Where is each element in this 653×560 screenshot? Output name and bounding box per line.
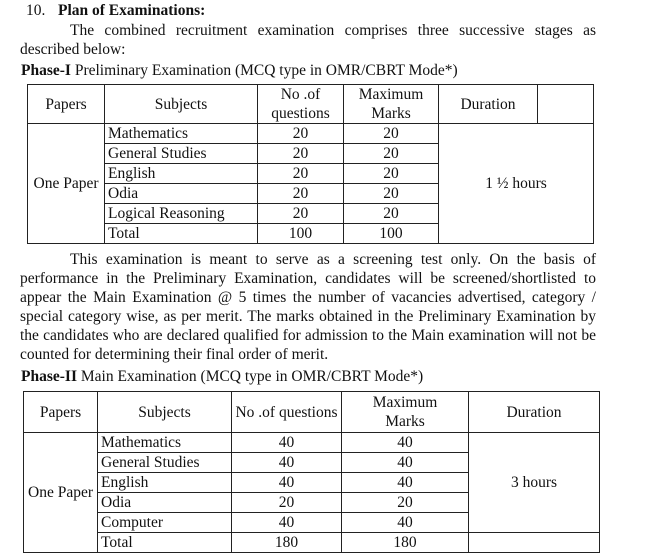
marks-cell: 40 bbox=[342, 433, 469, 453]
phase1-header-duration: Duration bbox=[439, 85, 538, 124]
phase1-header-subjects: Subjects bbox=[105, 85, 258, 124]
questions-cell: 40 bbox=[232, 473, 342, 493]
table-row bbox=[24, 433, 600, 453]
marks-cell: 20 bbox=[344, 204, 439, 224]
subject-cell: General Studies bbox=[98, 453, 232, 473]
phase2-table bbox=[23, 391, 600, 553]
phase2-header-duration: Duration bbox=[469, 392, 600, 433]
subject-cell: Total bbox=[105, 224, 258, 244]
phase1-label: Phase-I bbox=[21, 62, 71, 79]
subject-cell: Odia bbox=[98, 493, 232, 513]
questions-cell: 20 bbox=[258, 184, 344, 204]
subject-cell: Odia bbox=[105, 184, 258, 204]
phase2-caption bbox=[21, 368, 423, 386]
marks-cell: 40 bbox=[342, 513, 469, 533]
phase2-header-marks: Maximum Marks bbox=[342, 392, 469, 433]
phase1-header-blank bbox=[538, 85, 594, 124]
marks-cell: 40 bbox=[342, 473, 469, 493]
questions-cell: 20 bbox=[258, 204, 344, 224]
marks-cell: 20 bbox=[342, 493, 469, 513]
marks-cell: 180 bbox=[342, 533, 469, 553]
questions-cell: 40 bbox=[232, 433, 342, 453]
marks-cell: 20 bbox=[344, 184, 439, 204]
phase1-header-papers: Papers bbox=[28, 85, 105, 124]
questions-cell: 20 bbox=[258, 124, 344, 144]
phase1-note: This examination is meant to serve as a screening test only. On the basis of performance in the Preliminary Examination, candidates will be screened/shortlisted to appear the Main Examination @ 5 times the number of vacancies advertised, category / special category wise, as per merit. The marks obtained in the Preliminary Examination by the candidates who are declared qualified for admission to the Main examination will not be counted for determining their final order of merit. bbox=[20, 251, 596, 363]
questions-cell: 20 bbox=[232, 493, 342, 513]
subject-cell: Mathematics bbox=[98, 433, 232, 453]
phase1-duration-cell: 1 ½ hours bbox=[439, 124, 594, 244]
questions-cell: 180 bbox=[232, 533, 342, 553]
phase1-table bbox=[27, 84, 594, 244]
subject-cell: Mathematics bbox=[105, 124, 258, 144]
questions-cell: 20 bbox=[258, 144, 344, 164]
marks-cell: 40 bbox=[342, 453, 469, 473]
phase1-caption bbox=[21, 62, 458, 80]
section-title: Plan of Examinations: bbox=[58, 2, 206, 19]
questions-cell: 40 bbox=[232, 513, 342, 533]
phase2-duration-cell: 3 hours bbox=[469, 433, 600, 533]
phase2-blank-cell bbox=[469, 533, 600, 553]
subject-cell: Logical Reasoning bbox=[105, 204, 258, 224]
phase2-header-subjects: Subjects bbox=[98, 392, 232, 433]
phase2-header-questions: No .of questions bbox=[232, 392, 342, 433]
phase1-header-questions: No .of questions bbox=[258, 85, 344, 124]
phase1-caption-text: Preliminary Examination (MCQ type in OMR/CBRT Mode*) bbox=[74, 62, 458, 79]
table-row bbox=[28, 124, 594, 144]
marks-cell: 20 bbox=[344, 144, 439, 164]
phase1-header-marks: Maximum Marks bbox=[344, 85, 439, 124]
marks-cell: 20 bbox=[344, 164, 439, 184]
questions-cell: 100 bbox=[258, 224, 344, 244]
subject-cell: English bbox=[98, 473, 232, 493]
questions-cell: 20 bbox=[258, 164, 344, 184]
subject-cell: English bbox=[105, 164, 258, 184]
subject-cell: General Studies bbox=[105, 144, 258, 164]
phase2-label: Phase-II bbox=[21, 368, 77, 385]
section-number: 10. bbox=[26, 2, 46, 19]
phase1-paper-cell: One Paper bbox=[28, 124, 105, 244]
subject-cell: Total bbox=[98, 533, 232, 553]
questions-cell: 40 bbox=[232, 453, 342, 473]
phase2-caption-text: Main Examination (MCQ type in OMR/CBRT Mode*) bbox=[80, 368, 424, 385]
phase2-header-papers: Papers bbox=[24, 392, 98, 433]
marks-cell: 20 bbox=[344, 124, 439, 144]
table-row-total bbox=[24, 533, 600, 553]
intro-paragraph: The combined recruitment examination comprises three successive stages as described below: bbox=[20, 22, 596, 58]
subject-cell: Computer bbox=[98, 513, 232, 533]
phase2-paper-cell: One Paper bbox=[24, 433, 98, 553]
marks-cell: 100 bbox=[344, 224, 439, 244]
section-heading bbox=[26, 2, 205, 20]
